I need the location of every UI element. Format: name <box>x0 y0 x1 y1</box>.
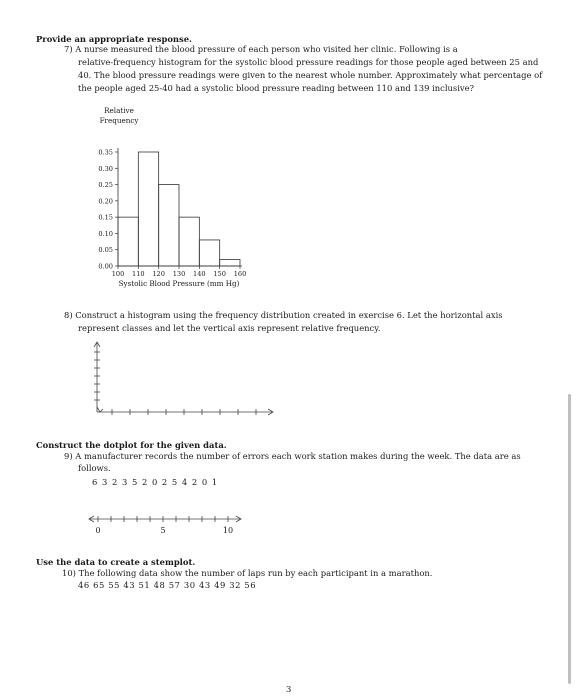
q10-data: 46 65 55 43 51 48 57 30 43 49 32 56 <box>78 580 257 590</box>
x-tick-label: 150 <box>213 270 226 278</box>
vertical-scrollbar[interactable] <box>568 394 571 684</box>
y-axis-label: Relative <box>104 106 134 115</box>
y-tick-label: 0.10 <box>98 229 113 238</box>
y-tick-label: 0.05 <box>98 246 113 255</box>
q7-line: relative-frequency histogram for the systolic blood pressure readings for those people aged between 25 and <box>78 57 539 67</box>
y-tick-label: 0.15 <box>98 213 113 222</box>
q10-line: 10) The following data show the number of laps run by each participant in a marathon. <box>62 568 433 578</box>
q8-line: represent classes and let the vertical axis represent relative frequency. <box>78 323 381 333</box>
x-axis-label: Systolic Blood Pressure (mm Hg) <box>118 279 240 288</box>
number-line-label: 0 <box>95 526 101 535</box>
q7-line: 40. The blood pressure readings were given to the nearest whole number. Approximately what percentage of <box>78 70 543 80</box>
q7-line: the people aged 25-40 had a systolic blood pressure reading between 110 and 139 inclusive? <box>78 83 475 93</box>
x-tick-label: 100 <box>111 270 125 278</box>
y-tick-label: 0.00 <box>98 262 113 271</box>
q7-line: 7) A nurse measured the blood pressure of each person who visited her clinic. Following is a <box>64 44 458 54</box>
q9-line: follows. <box>78 463 111 473</box>
x-tick-label: 110 <box>132 270 145 278</box>
q9-line: 9) A manufacturer records the number of errors each work station makes during the week. The data are as <box>64 451 521 461</box>
page-number: 3 <box>286 684 292 694</box>
y-tick-label: 0.35 <box>98 148 113 157</box>
section-header-response: Provide an appropriate response. <box>36 34 192 44</box>
q8-line: 8) Construct a histogram using the frequency distribution created in exercise 6. Let the horizontal axis <box>64 310 503 320</box>
y-tick-label: 0.20 <box>98 197 113 206</box>
section-header-dotplot: Construct the dotplot for the given data. <box>36 440 227 450</box>
x-tick-label: 130 <box>172 270 186 278</box>
section-header-stemplot: Use the data to create a stemplot. <box>36 557 196 567</box>
y-tick-label: 0.25 <box>98 181 113 190</box>
x-tick-label: 160 <box>233 270 247 278</box>
number-line-label: 10 <box>222 526 234 535</box>
y-axis-label: Frequency <box>99 116 139 125</box>
number-line-label: 5 <box>160 526 166 535</box>
q9-data: 6 3 2 3 5 2 0 2 5 4 2 0 1 <box>92 477 219 487</box>
x-tick-label: 120 <box>152 270 165 278</box>
y-tick-label: 0.30 <box>98 164 113 173</box>
x-tick-label: 140 <box>193 270 206 278</box>
